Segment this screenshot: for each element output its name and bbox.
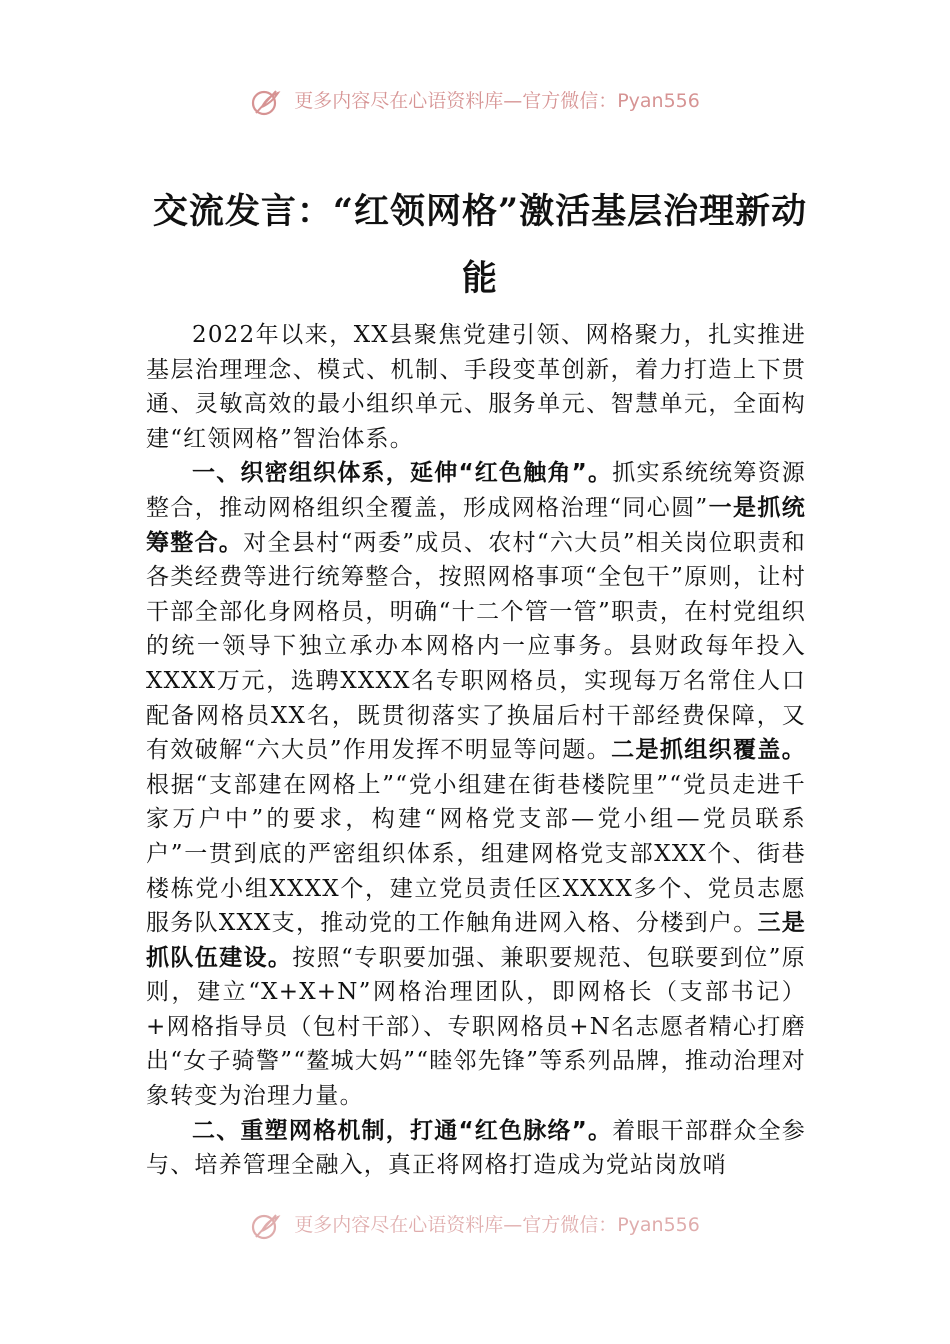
- section-1-point-1-heading: 一是抓统筹整合。: [146, 494, 806, 556]
- section-1-point-2-heading: 二是抓组织覆盖。: [611, 737, 806, 764]
- watermark-text: 更多内容尽在心语资料库—官方微信：Pyan556: [294, 1214, 700, 1236]
- section-1-lead: 抓实系统统筹资源整合，推动网格组织全覆盖，形成网格治理“同心圆”: [146, 460, 806, 521]
- feather-logo-icon: [250, 1211, 282, 1241]
- watermark-bottom: [0, 1210, 950, 1241]
- document-body: [146, 318, 806, 1183]
- feather-logo-icon: [250, 87, 282, 117]
- section-2-paragraph: [146, 1114, 806, 1183]
- watermark-top: [0, 86, 950, 117]
- section-1-point-2-text: 根据“支部建在网格上”“党小组建在街巷楼院里”“党员走进千家万户中”的要求，构建“网格党支部—党小组—党员联系户”一贯到底的严密组织体系，组建网格党支部XXX个、街巷楼栋党小组XXXX个，建立党员责任区XXXX多个、党员志愿服务队XXX支，推动党的工作触角进网入格、分楼到户。: [146, 771, 806, 937]
- section-1-point-3-text: 按照“专职要加强、兼职要规范、包联要到位”原则，建立“X+X+N”网格治理团队，即网格长（支部书记）+网格指导员（包村干部）、专职网格员+N名志愿者精心打磨出“女子骑警”“鳌城大妈”“睦邻先锋”等系列品牌，推动治理对象转变为治理力量。: [146, 944, 807, 1110]
- document-title: 交流发言：“红领网格”激活基层治理新动能: [152, 191, 808, 299]
- watermark-text: 更多内容尽在心语资料库—官方微信：Pyan556: [294, 90, 700, 112]
- section-2-text: 着眼干部群众全参与、培养管理全融入，真正将网格打造成为党站岗放哨: [146, 1117, 806, 1179]
- section-1-paragraph: [146, 456, 806, 1113]
- intro-paragraph: 2022年以来，XX县聚焦党建引领、网格聚力，扎实推进基层治理理念、模式、机制、手段变革创新，着力打造上下贯通、灵敏高效的最小组织单元、服务单元、智慧单元，全面构建“红领网格”智治体系。: [146, 322, 806, 452]
- section-2-heading: 二、重塑网格机制，打通“红色脉络”。: [192, 1117, 613, 1144]
- section-1-point-1-text: 对全县村“两委”成员、农村“六大员”相关岗位职责和各类经费等进行统筹整合，按照网格事项“全包干”原则，让村干部全部化身网格员，明确“十二个管一管”职责，在村党组织的统一领导下独立承办本网格内一应事务。县财政每年投入XXXX万元，选聘XXXX名专职网格员，实现每万名常住人口配备网格员XX名，既贯彻落实了换届后村干部经费保障，又有效破解“六大员”作用发挥不明显等问题。: [146, 529, 806, 764]
- section-1-point-3-heading: 三是抓队伍建设。: [146, 910, 806, 971]
- section-1-heading: 一、织密组织体系，延伸“红色触角”。: [192, 460, 613, 487]
